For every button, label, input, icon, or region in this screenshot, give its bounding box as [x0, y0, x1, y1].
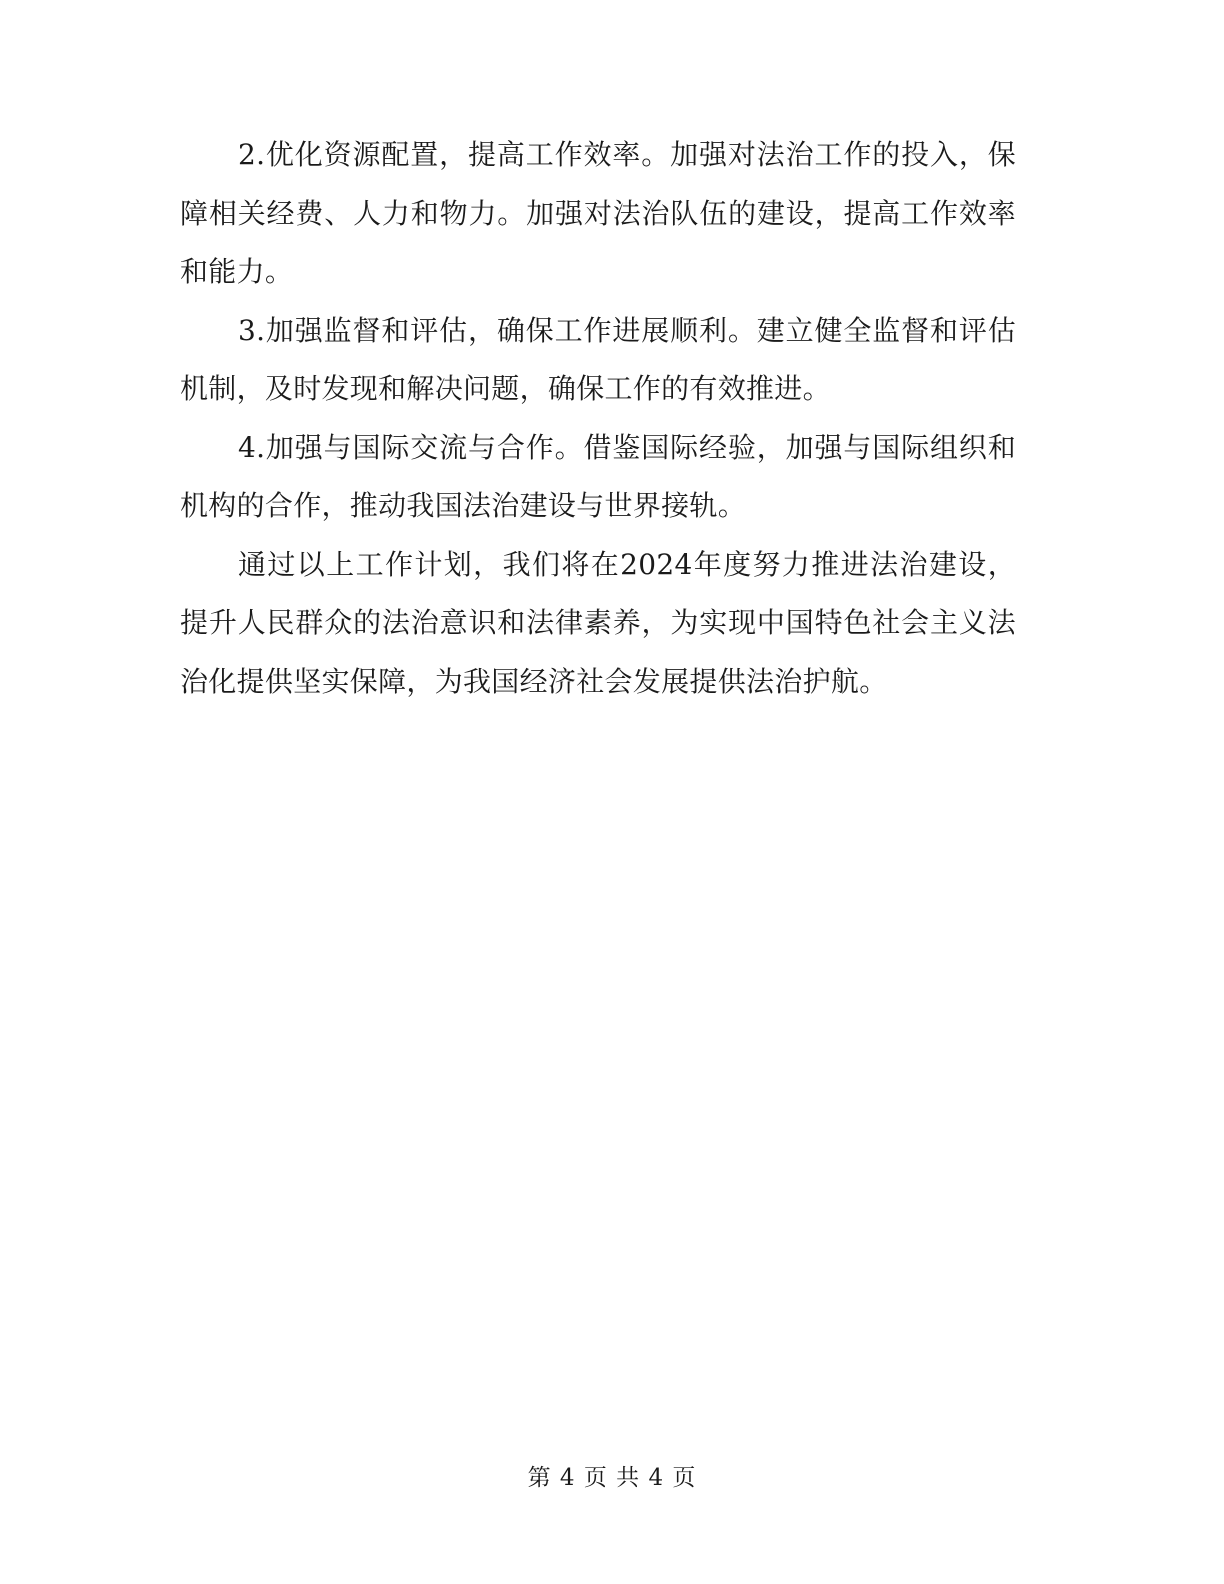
paragraph-item-4: 4.加强与国际交流与合作。借鉴国际经验，加强与国际组织和机构的合作，推动我国法治建设与世界接轨。 — [180, 430, 1016, 522]
document-body — [180, 126, 1016, 711]
paragraph-conclusion: 通过以上工作计划，我们将在2024年度努力推进法治建设，提升人民群众的法治意识和法律素养，为实现中国特色社会主义法治化提供坚实保障，为我国经济社会发展提供法治护航。 — [180, 547, 1016, 698]
paragraph-item-3: 3.加强监督和评估，确保工作进展顺利。建立健全监督和评估机制，及时发现和解决问题，确保工作的有效推进。 — [180, 313, 1016, 405]
page-number-footer: 第 4 页 共 4 页 — [527, 1465, 697, 1491]
paragraph-item-2: 2.优化资源配置，提高工作效率。加强对法治工作的投入，保障相关经费、人力和物力。加强对法治队伍的建设，提高工作效率和能力。 — [180, 138, 1016, 288]
